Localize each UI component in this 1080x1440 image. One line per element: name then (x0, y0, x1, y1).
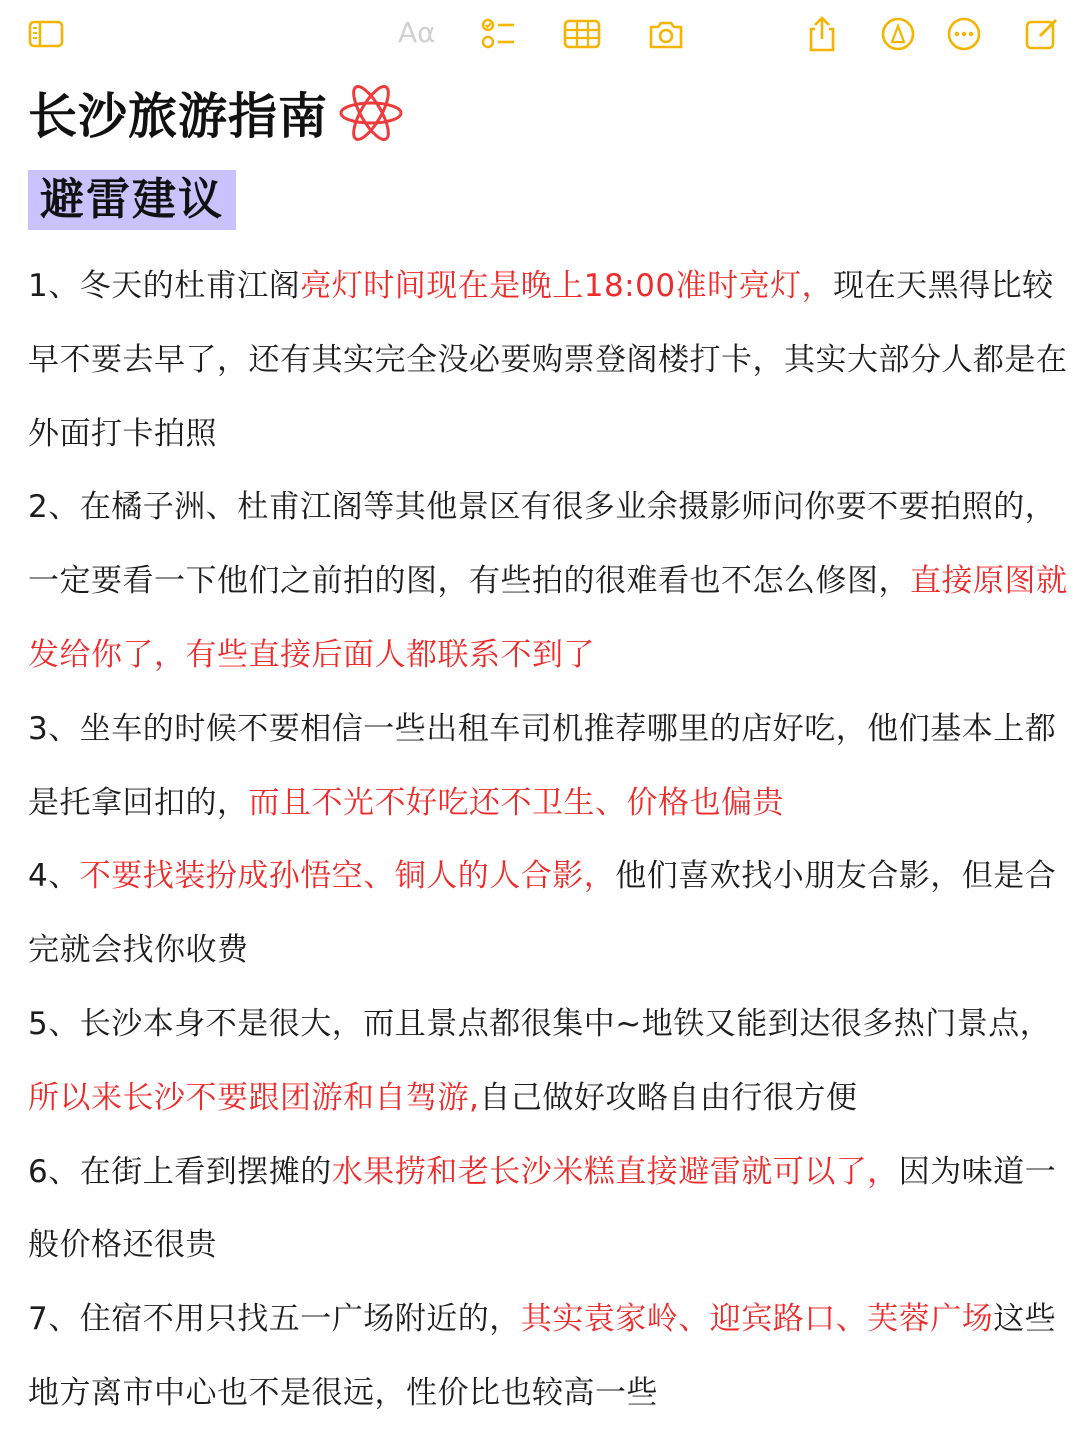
list-item: 7、住宿不用只找五一广场附近的，其实袁家岭、迎宾路口、芙蓉广场这些地方离市中心也不是很远，性价比也较高一些 (28, 1301, 1057, 1411)
note-title-row (28, 78, 406, 148)
text-format-button[interactable]: Aα (398, 16, 436, 49)
list-item: 6、在街上看到摆摊的水果捞和老长沙米糕直接避雷就可以了，因为味道一般价格还很贵 (28, 1153, 1057, 1264)
list-item: 3、坐车的时候不要相信一些出租车司机推荐哪里的店好吃，他们基本上都是托拿回扣的，而且不光不好吃还不卫生、价格也偏贵 (28, 710, 1057, 821)
sidebar-icon[interactable] (26, 14, 66, 54)
table-icon[interactable] (562, 14, 602, 54)
camera-icon[interactable] (646, 14, 686, 54)
markup-icon[interactable] (878, 14, 918, 54)
note-title[interactable]: 长沙旅游指南 (28, 88, 329, 145)
checklist-icon[interactable] (478, 14, 518, 54)
more-icon[interactable] (944, 14, 984, 54)
note-body[interactable] (28, 250, 1068, 1431)
section-heading[interactable]: 避雷建议 (28, 170, 236, 230)
list-item: 5、长沙本身不是很大，而且景点都很集中~地铁又能到达很多热门景点，所以来长沙不要跟团游和自驾游,自己做好攻略自由行很方便 (28, 1005, 1052, 1116)
compose-icon[interactable] (1022, 14, 1062, 54)
list-item: 4、不要找装扮成孙悟空、铜人的人合影，他们喜欢找小朋友合影，但是合完就会找你收费 (28, 858, 1057, 969)
share-icon[interactable] (802, 14, 842, 54)
list-item: 1、冬天的杜甫江阁亮灯时间现在是晚上18:00准时亮灯，现在天黑得比较早不要去早了，还有其实完全没必要购票登阁楼打卡，其实大部分人都是在外面打卡拍照 (28, 268, 1068, 452)
notes-toolbar (0, 0, 1080, 70)
list-item: 2、在橘子洲、杜甫江阁等其他景区有很多业余摄影师问你要不要拍照的，一定要看一下他们之前拍的图，有些拍的很难看也不怎么修图，直接原图就发给你了，有些直接后面人都联系不到了 (28, 489, 1068, 673)
atom-icon (336, 78, 406, 148)
